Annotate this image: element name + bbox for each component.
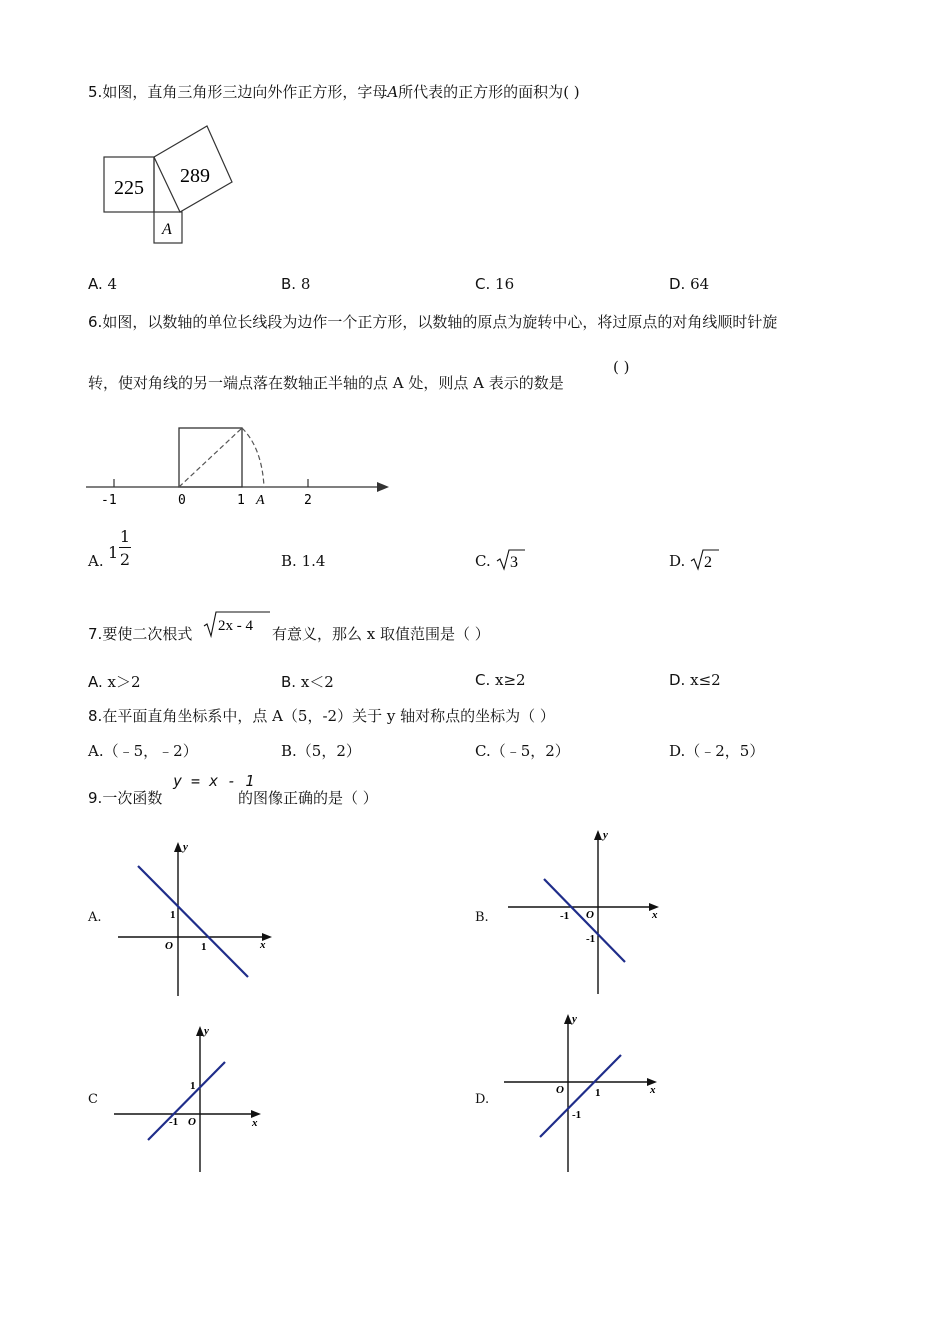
q5-stem-a: 如图，直角三角形三边向外作正方形，字母 <box>102 83 388 101</box>
q5-label-289: 289 <box>180 165 210 187</box>
q7-sqrt-icon <box>203 610 271 638</box>
q9-number: 9. <box>88 789 103 807</box>
q6-option-d-letter[interactable]: D. <box>669 552 686 570</box>
q9-graph-a[interactable] <box>110 838 280 1000</box>
q6-option-d-sqrt-icon <box>690 548 720 572</box>
q9-c-x-intercept-label: -1 <box>169 1116 179 1128</box>
q5-stem-paren: ( ) <box>563 83 580 101</box>
q8-stem <box>88 705 555 726</box>
q9-c-origin-label: O <box>188 1116 196 1128</box>
q9-a-y-arrow-icon <box>174 842 182 852</box>
q9-a-line <box>138 866 248 977</box>
q9-a-origin-label: O <box>165 940 173 952</box>
q6-diagonal <box>179 428 242 487</box>
q9-stem-a <box>88 787 162 808</box>
q9-d-line <box>540 1055 621 1137</box>
q6-option-a-whole: 1 <box>108 543 119 562</box>
q9-option-d-letter[interactable]: D. <box>475 1092 490 1107</box>
q6-option-a-bar <box>119 547 131 548</box>
q6-option-c-letter[interactable]: C. <box>475 552 491 570</box>
q7-radicand: 2x - 4 <box>218 618 253 634</box>
q7-option-d[interactable]: D. x≤2 <box>669 671 721 689</box>
q9-a-x-label: x <box>260 939 266 951</box>
q6-tick-a: A <box>256 493 265 508</box>
q6-paren: ( ) <box>613 358 630 376</box>
q5-stem <box>88 81 580 102</box>
q6-stem-line2 <box>88 372 564 393</box>
q8-option-d[interactable]: D.（﹣2，5） <box>669 742 765 760</box>
q6-option-c-radicand: 3 <box>510 554 518 571</box>
q6-tick-2: 2 <box>304 493 312 508</box>
q6-option-d-radicand: 2 <box>704 554 712 571</box>
q9-d-y-label: y <box>572 1013 577 1025</box>
q9-d-origin-label: O <box>556 1084 564 1096</box>
q9-c-x-label: x <box>252 1117 258 1129</box>
q9-b-y-arrow-icon <box>594 830 602 840</box>
q9-b-origin-label: O <box>586 909 594 921</box>
q9-graph-b[interactable] <box>504 826 674 998</box>
q9-b-line <box>544 879 625 962</box>
q7-stem-a <box>88 623 192 644</box>
q7-number: 7. <box>88 625 103 643</box>
q9-stem-a-text: 一次函数 <box>102 789 163 807</box>
q6-arrow-icon <box>377 482 389 492</box>
q9-c-y-label: y <box>204 1025 209 1037</box>
q5-label-225: 225 <box>114 177 144 199</box>
q6-tick-0: 0 <box>178 493 186 508</box>
q5-figure <box>100 122 240 248</box>
q6-line2: 转，使对角线的另一端点落在数轴正半轴的点 A 处，则点 A 表示的数是 <box>88 374 564 392</box>
q8-stem-text: 在平面直角坐标系中，点 A（5，-2）关于 y 轴对称点的坐标为（ ） <box>102 707 555 725</box>
q5-stem-var: A <box>387 83 399 101</box>
q5-option-c[interactable]: C. 16 <box>475 275 515 293</box>
q9-c-line <box>148 1062 225 1140</box>
q6-option-a-num: 1 <box>119 527 131 546</box>
q6-tick-m1: -1 <box>101 493 117 508</box>
q7-option-c[interactable]: C. x≥2 <box>475 671 526 689</box>
q6-tick-1: 1 <box>237 493 245 508</box>
q5-option-d[interactable]: D. 64 <box>669 275 710 293</box>
q6-option-c-sqrt-icon <box>496 548 526 572</box>
q6-arc <box>242 428 264 487</box>
q7-stem-b: 有意义，那么 x 取值范围是（ ） <box>272 625 490 643</box>
q9-graph-c[interactable] <box>110 1022 270 1174</box>
q8-option-b[interactable]: B.（5，2） <box>281 742 361 760</box>
q9-b-x-intercept-label: -1 <box>560 910 570 922</box>
q6-option-b[interactable]: B. 1.4 <box>281 552 326 570</box>
q5-stem-b: 所代表的正方形的面积为 <box>398 83 564 101</box>
q6-number: 6. <box>88 313 103 331</box>
q9-d-y-arrow-icon <box>564 1014 572 1024</box>
q8-option-a[interactable]: A.（﹣5，﹣2） <box>88 742 198 760</box>
q7-option-b[interactable]: B. x＜2 <box>281 673 334 691</box>
q9-stem-b: 的图像正确的是（ ） <box>238 789 378 807</box>
q9-option-b-letter[interactable]: B. <box>475 910 489 925</box>
q9-formula: y = x - 1 <box>173 772 255 790</box>
q9-a-y-label: y <box>183 841 188 853</box>
q9-b-y-label: y <box>603 829 608 841</box>
q9-d-x-label: x <box>650 1084 656 1096</box>
q9-option-a-letter[interactable]: A. <box>88 910 102 925</box>
q6-option-a-letter[interactable]: A. <box>88 552 104 570</box>
q9-b-y-intercept-label: -1 <box>586 933 596 945</box>
q9-c-y-arrow-icon <box>196 1026 204 1036</box>
q9-b-x-label: x <box>652 909 658 921</box>
q6-figure <box>86 420 396 512</box>
q9-graph-d[interactable] <box>500 1010 670 1174</box>
q5-option-b[interactable]: B. 8 <box>281 275 311 293</box>
q6-line1: 如图，以数轴的单位长线段为边作一个正方形，以数轴的原点为旋转中心，将过原点的对角线顺时针旋 <box>102 313 778 331</box>
q5-label-a: A <box>162 221 172 238</box>
q5-number: 5. <box>88 83 103 101</box>
q9-d-x-intercept-label: 1 <box>595 1087 601 1099</box>
q7-option-a[interactable]: A. x＞2 <box>88 673 141 691</box>
q8-number: 8. <box>88 707 103 725</box>
q8-option-c[interactable]: C.（﹣5，2） <box>475 742 570 760</box>
q9-d-y-intercept-label: -1 <box>572 1109 582 1121</box>
q6-option-a-den: 2 <box>119 550 131 569</box>
q5-option-a[interactable]: A. 4 <box>88 275 118 293</box>
q7-stem-a-text: 要使二次根式 <box>102 625 193 643</box>
q9-c-y-intercept-label: 1 <box>190 1080 196 1092</box>
q9-option-c-letter[interactable]: C <box>88 1092 98 1107</box>
q9-a-x-intercept-label: 1 <box>201 941 207 953</box>
q6-stem-line1 <box>88 311 777 332</box>
q9-a-y-intercept-label: 1 <box>170 909 176 921</box>
